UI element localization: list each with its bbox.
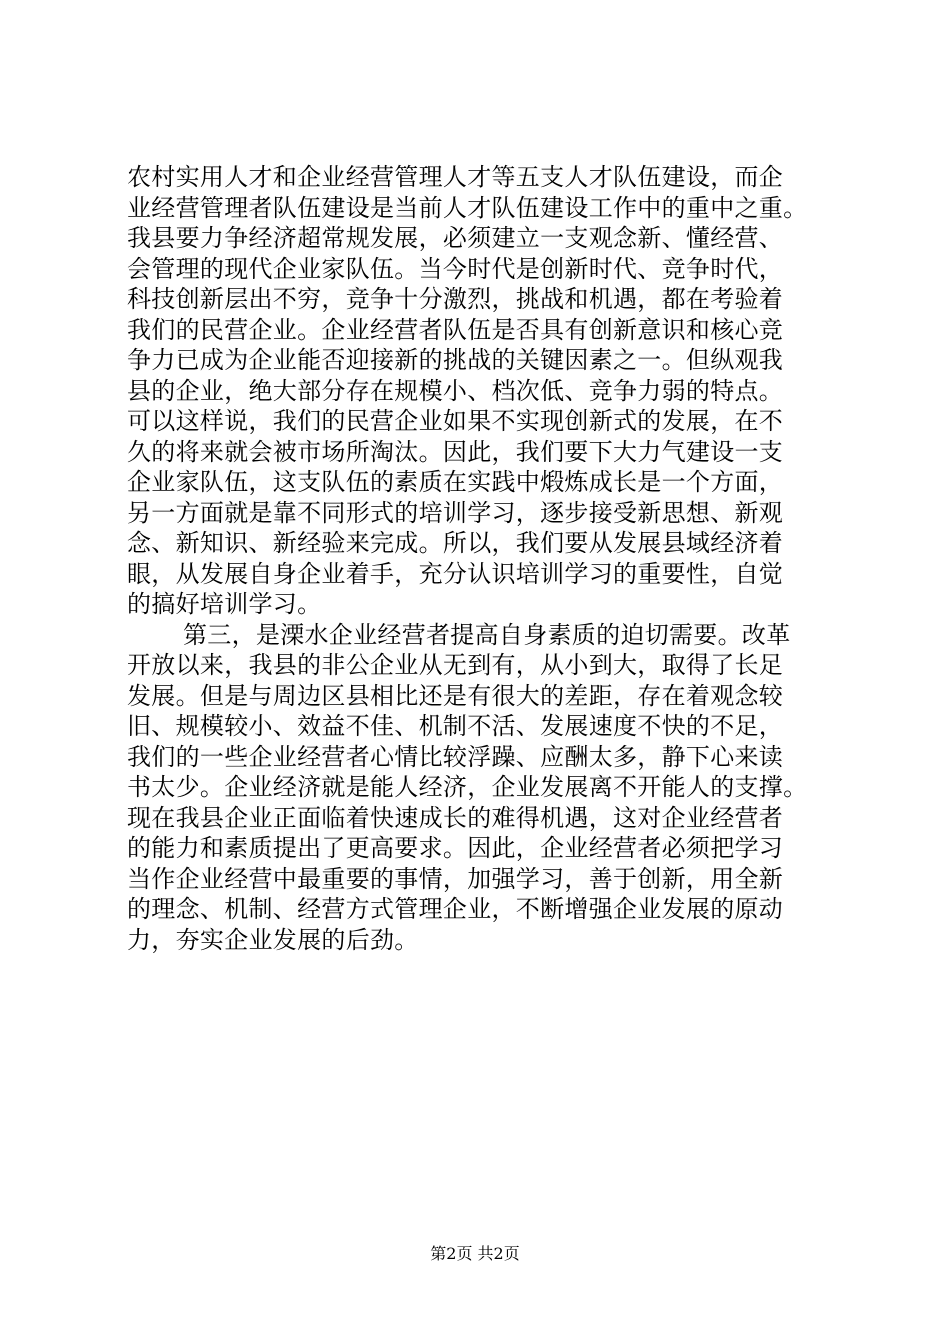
text-line: 眼，从发展自身企业着手，充分认识培训学习的重要性，自觉 [127, 559, 784, 588]
text-line: 的理念、机制、经营方式管理企业，不断增强企业发展的原动 [127, 895, 784, 923]
text-line: 业经营管理者队伍建设是当前人才队伍建设工作中的重中之重。 [127, 193, 808, 222]
text-line: 可以这样说，我们的民营企业如果不实现创新式的发展，在不 [127, 407, 784, 435]
text-line: 开放以来，我县的非公企业从无到有，从小到大，取得了长足 [127, 651, 784, 679]
text-line: 现在我县企业正面临着快速成长的难得机遇，这对企业经营者 [127, 803, 784, 832]
text-line: 的能力和素质提出了更高要求。因此，企业经营者必须把学习 [127, 834, 784, 862]
text-line: 争力已成为企业能否迎接新的挑战的关键因素之一。但纵观我 [127, 346, 784, 374]
text-line: 县的企业，绝大部分存在规模小、档次低、竞争力弱的特点。 [127, 376, 784, 405]
text-line: 旧、规模较小、效益不佳、机制不活、发展速度不快的不足， [127, 712, 784, 740]
text-line: 当作企业经营中最重要的事情，加强学习，善于创新，用全新 [127, 864, 784, 893]
text-line: 久的将来就会被市场所淘汰。因此，我们要下大力气建设一支 [127, 437, 784, 466]
text-line: 念、新知识、新经验来完成。所以，我们要从发展县域经济着 [127, 529, 784, 557]
text-line: 我们的民营企业。企业经营者队伍是否具有创新意识和核心竞 [127, 315, 784, 344]
document-body [127, 162, 847, 955]
text-line: 书太少。企业经济就是能人经济，企业发展离不开能人的支撑。 [127, 773, 808, 801]
text-line: 力，夯实企业发展的后劲。 [127, 925, 419, 954]
text-line: 另一方面就是靠不同形式的培训学习，逐步接受新思想、新观 [127, 498, 784, 527]
text-line: 发展。但是与周边区县相比还是有很大的差距，存在着观念较 [127, 681, 784, 710]
text-line: 科技创新层出不穷，竞争十分激烈，挑战和机遇，都在考验着 [127, 285, 784, 313]
text-line: 的搞好培训学习。 [127, 590, 322, 618]
text-line: 我县要力争经济超常规发展，必须建立一支观念新、懂经营、 [127, 224, 784, 252]
paragraph-first-line: 第三，是溧水企业经营者提高自身素质的迫切需要。改革 [183, 620, 791, 649]
text-line: 农村实用人才和企业经营管理人才等五支人才队伍建设，而企 [127, 163, 784, 191]
text-line: 我们的一些企业经营者心情比较浮躁、应酬太多，静下心来读 [127, 742, 784, 771]
text-line: 会管理的现代企业家队伍。当今时代是创新时代、竞争时代， [127, 254, 784, 283]
text-line: 企业家队伍，这支队伍的素质在实践中煅炼成长是一个方面， [127, 468, 784, 496]
page-number-footer: 第2页 共2页 [430, 1244, 520, 1263]
